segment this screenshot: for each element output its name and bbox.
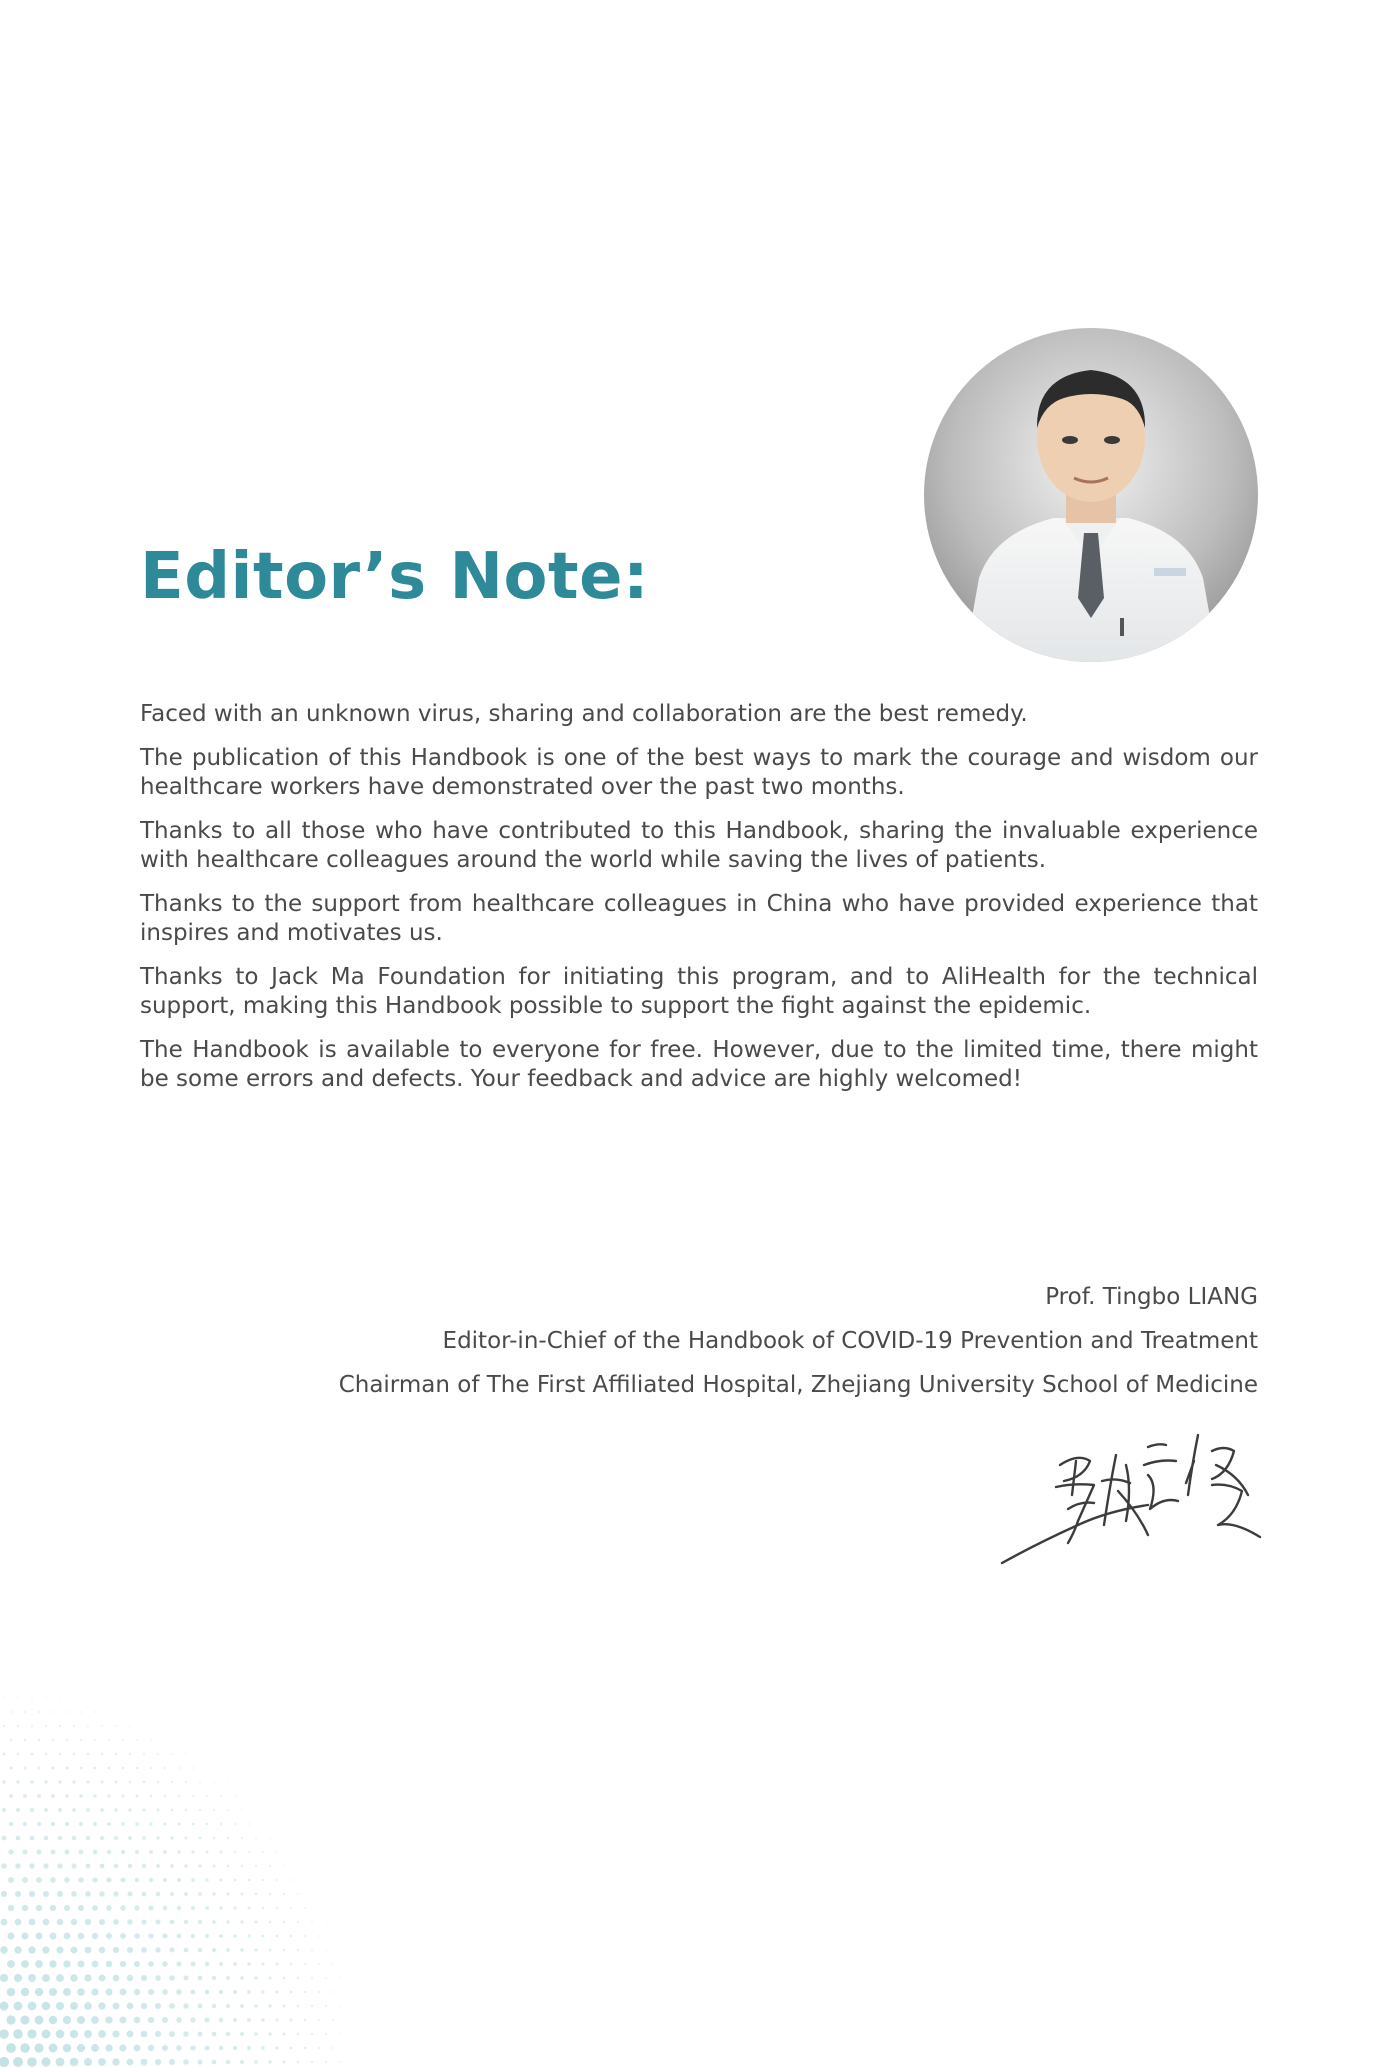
- page-title: Editor’s Note:: [140, 540, 650, 614]
- note-body: [140, 700, 1258, 1109]
- paragraph: Faced with an unknown virus, sharing and collaboration are the best remedy.: [140, 701, 1028, 727]
- paragraph: Thanks to Jack Ma Foundation for initiating this program, and to AliHealth for the technical support, making this Handbook possible to support the fight against the epidemic.: [140, 964, 1258, 1019]
- author-role-chairman: Chairman of The First Affiliated Hospital, Zhejiang University School of Medicine: [338, 1372, 1258, 1398]
- paragraph: Thanks to all those who have contributed to this Handbook, sharing the invaluable experience with healthcare colleagues around the world while saving the lives of patients.: [140, 818, 1258, 873]
- paragraph: The Handbook is available to everyone for free. However, due to the limited time, there might be some errors and defects. Your feedback and advice are highly welcomed!: [140, 1037, 1258, 1092]
- author-role-editor: Editor-in-Chief of the Handbook of COVID-19 Prevention and Treatment: [442, 1328, 1258, 1354]
- dot-pattern-decoration: [0, 1580, 420, 2067]
- editor-portrait: [924, 328, 1258, 662]
- signature-block: [258, 1282, 1258, 1414]
- handwritten-signature: [998, 1425, 1263, 1565]
- paragraph: The publication of this Handbook is one of the best ways to mark the courage and wisdom our healthcare workers have demonstrated over the past two months.: [140, 745, 1258, 800]
- paragraph: Thanks to the support from healthcare colleagues in China who have provided experience that inspires and motivates us.: [140, 891, 1258, 946]
- author-name: Prof. Tingbo LIANG: [1045, 1284, 1258, 1310]
